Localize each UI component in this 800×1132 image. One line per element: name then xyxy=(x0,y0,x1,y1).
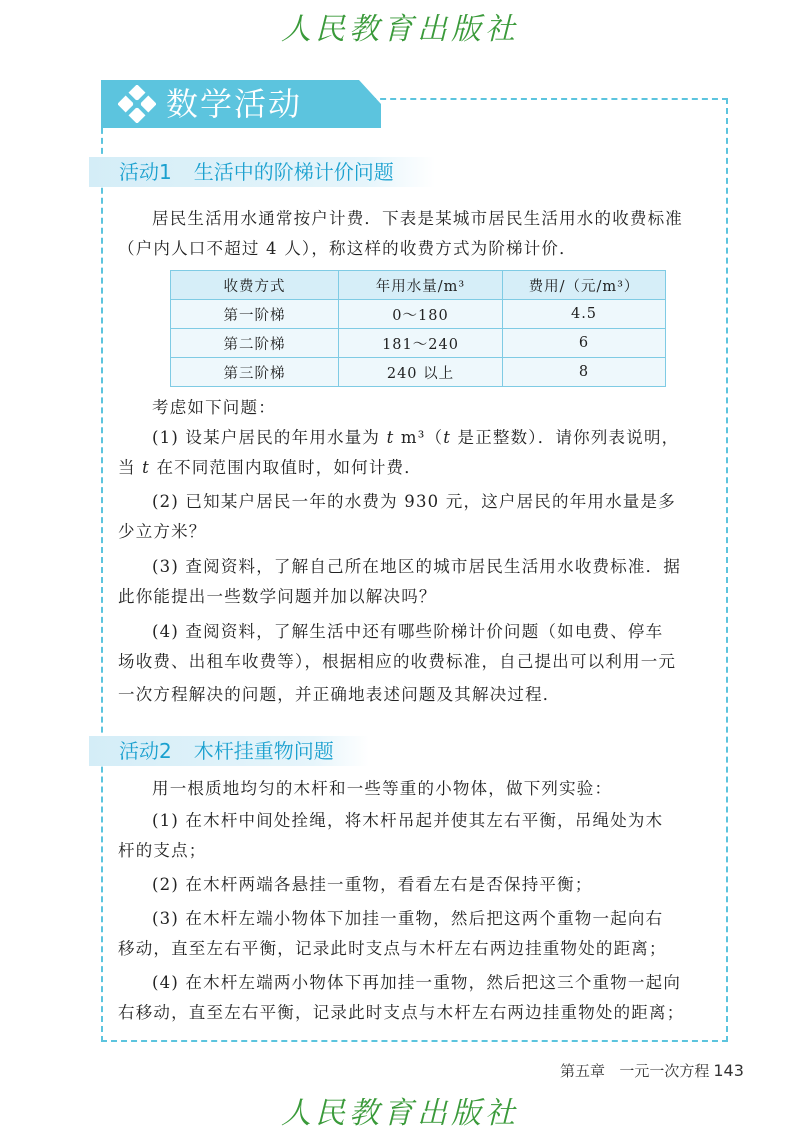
page-footer xyxy=(560,1060,744,1081)
question-2 xyxy=(118,487,718,517)
table-row xyxy=(171,300,666,329)
q2-line-1: (2) 已知某户居民一年的水费为 930 元，这户居民的年用水量是多 xyxy=(152,492,676,511)
q1-text-e: 在不同范围内取值时，如何计费． xyxy=(150,458,422,477)
chapter-number: 第五章 xyxy=(560,1062,606,1080)
activity2-intro-text: 用一根质地均匀的木杆和一些等重的小物体，做下列实验： xyxy=(152,779,613,798)
q3-line-1: (3) 查阅资料，了解自己所在地区的城市居民生活用水收费标准．据 xyxy=(152,557,682,576)
table-header-cell: 年用水量/m³ xyxy=(339,271,503,300)
activity2-label: 活动2 xyxy=(119,739,172,763)
table-cell: 第三阶梯 xyxy=(171,358,339,387)
chapter-title: 一元一次方程 xyxy=(619,1062,710,1080)
variable-t: t xyxy=(386,428,395,447)
q1-text-c: 是正整数）．请你列表说明， xyxy=(451,428,680,447)
activity1-intro xyxy=(118,204,718,234)
step4-line-1: (4) 在木杆左端两小物体下再加挂一重物，然后把这三个重物一起向 xyxy=(152,973,682,992)
question-4 xyxy=(118,617,718,647)
intro-line-2: （户内人口不超过 4 人），称这样的收费方式为阶梯计价． xyxy=(118,239,577,258)
table-header-cell: 收费方式 xyxy=(171,271,339,300)
activity1-label: 活动1 xyxy=(119,160,172,184)
intro-line-1: 居民生活用水通常按户计费．下表是某城市居民生活用水的收费标准 xyxy=(152,209,683,228)
table-row xyxy=(171,358,666,387)
step1-line-1: (1) 在木杆中间处拴绳，将木杆吊起并使其左右平衡，吊绳处为木 xyxy=(152,811,664,830)
q4-line-3: 一次方程解决的问题，并正确地表述问题及其解决过程． xyxy=(118,685,561,704)
variable-t: t xyxy=(142,458,150,477)
step-3 xyxy=(118,904,718,934)
activity2-heading xyxy=(89,736,369,766)
question-4-cont xyxy=(118,647,718,677)
step3-line-2: 移动，直至左右平衡，记录此时支点与木杆左右两边挂重物处的距离； xyxy=(118,939,667,958)
water-fee-table xyxy=(170,270,666,387)
step-2 xyxy=(118,870,718,900)
activity2-title: 木杆挂重物问题 xyxy=(193,739,334,763)
step-1-cont xyxy=(118,836,718,866)
table-cell: 第二阶梯 xyxy=(171,329,339,358)
step4-line-2: 右移动，直至左右平衡，记录此时支点与木杆左右两边挂重物处的距离； xyxy=(118,1003,685,1022)
q1-text-a: (1) 设某户居民的年用水量为 xyxy=(152,428,387,447)
step-4-cont xyxy=(118,998,718,1028)
question-4-cont-2 xyxy=(118,680,718,710)
diamond-puzzle-icon xyxy=(118,85,156,123)
activity1-heading xyxy=(89,157,435,187)
page-number: 143 xyxy=(713,1061,744,1080)
q4-line-2: 场收费、出租车收费等），根据相应的收费标准，自己提出可以利用一元 xyxy=(118,652,677,671)
step1-line-2: 杆的支点； xyxy=(118,841,207,860)
question-2-cont xyxy=(118,517,718,547)
q2-line-2: 少立方米？ xyxy=(118,522,207,541)
step3-line-1: (3) 在木杆左端小物体下加挂一重物，然后把这两个重物一起向右 xyxy=(152,909,664,928)
variable-t: t xyxy=(443,428,452,447)
activity1-intro-2 xyxy=(118,234,718,264)
table-cell: 240 以上 xyxy=(339,358,503,387)
table-cell: 4.5 xyxy=(503,300,666,329)
step-1 xyxy=(118,806,718,836)
q4-line-1: (4) 查阅资料，了解生活中还有哪些阶梯计价问题（如电费、停车 xyxy=(152,622,664,641)
question-3 xyxy=(118,552,718,582)
table-cell: 第一阶梯 xyxy=(171,300,339,329)
publisher-logo-bottom: 人民教育出版社 xyxy=(281,1096,519,1131)
step-4 xyxy=(118,968,718,998)
table-header-row xyxy=(171,271,666,300)
activity2-intro xyxy=(118,774,718,804)
table-cell: 8 xyxy=(503,358,666,387)
q1-text-b: m³（ xyxy=(394,428,444,447)
q3-line-2: 此你能提出一些数学问题并加以解决吗？ xyxy=(118,587,437,606)
consider-text: 考虑如下问题： xyxy=(152,398,276,417)
step-3-cont xyxy=(118,934,718,964)
table-cell: 6 xyxy=(503,329,666,358)
table-cell: 181～240 xyxy=(339,329,503,358)
q1-text-d: 当 xyxy=(118,458,143,477)
table-header-cell: 费用/（元/m³） xyxy=(503,271,666,300)
table-cell: 0～180 xyxy=(339,300,503,329)
step2-text: (2) 在木杆两端各悬挂一重物，看看左右是否保持平衡； xyxy=(152,875,593,894)
activity1-title: 生活中的阶梯计价问题 xyxy=(193,160,394,184)
consider-line xyxy=(118,393,718,423)
section-title: 数学活动 xyxy=(166,85,303,123)
question-1-cont xyxy=(118,453,718,483)
section-banner-tail xyxy=(359,80,381,128)
publisher-logo-top: 人民教育出版社 xyxy=(281,12,519,47)
table-row xyxy=(171,329,666,358)
frame-top-border xyxy=(360,98,728,100)
question-1 xyxy=(118,423,718,453)
question-3-cont xyxy=(118,582,718,612)
